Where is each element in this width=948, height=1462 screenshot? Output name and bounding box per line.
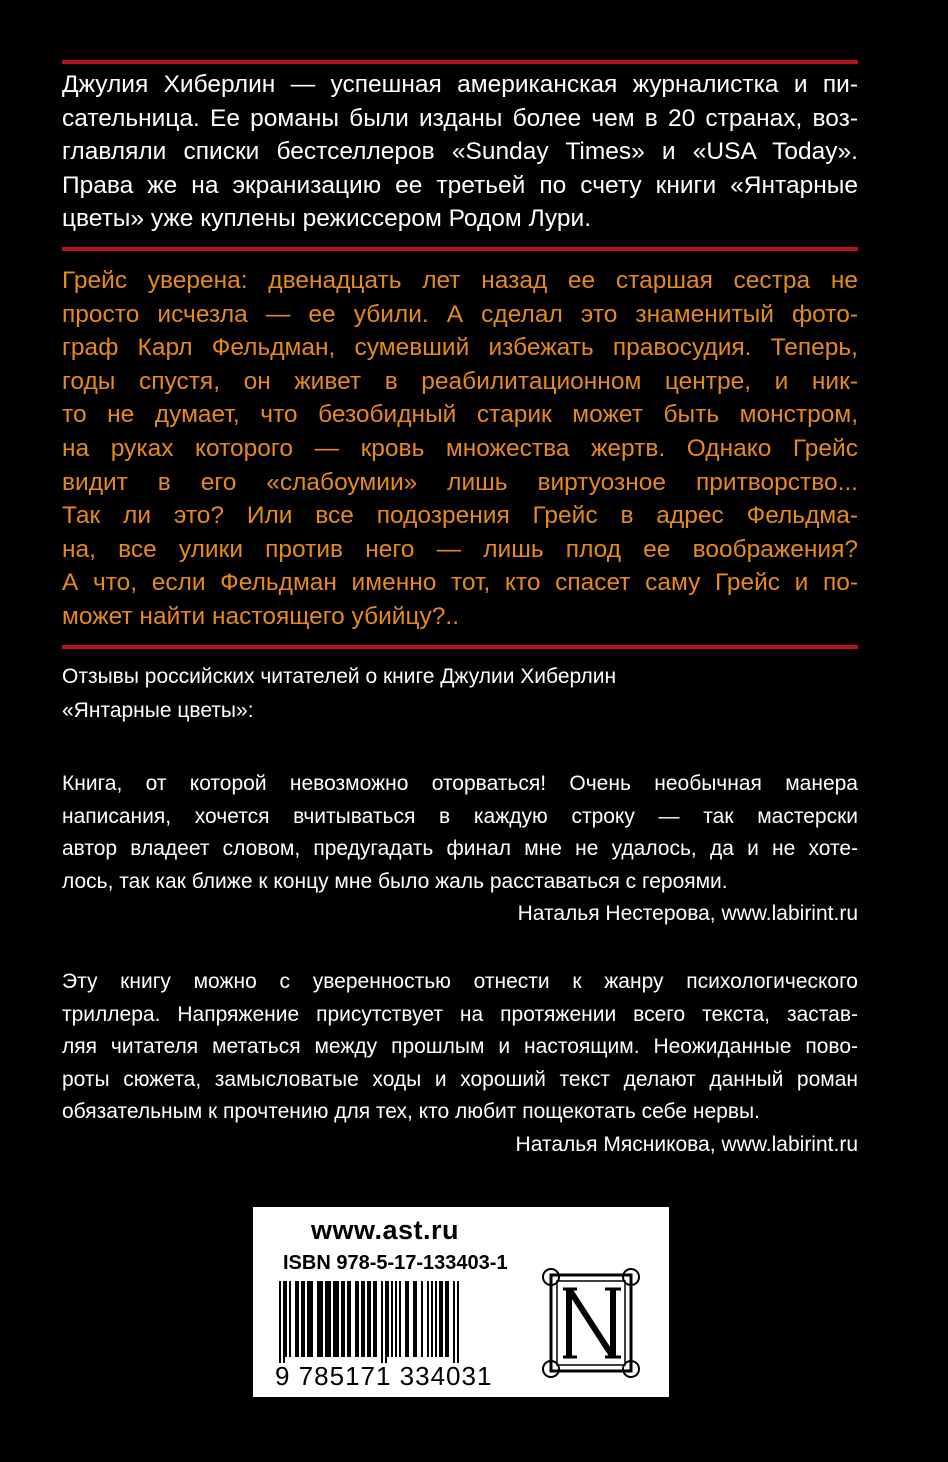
book-annotation [62, 264, 858, 634]
barcode-bar [301, 1281, 305, 1357]
annotation-line: просто исчезла — ее убили. А сделал это знаменитый фото- [62, 300, 858, 328]
reviews-intro [62, 660, 858, 728]
barcode-bar [361, 1281, 365, 1357]
author-bio [62, 68, 858, 236]
barcode-bar [347, 1281, 351, 1357]
barcode-bar [317, 1281, 323, 1357]
review-line: Эту книгу можно с уверенностью отнести к жанру психологического [62, 970, 858, 993]
annotation-line: на руках которого — кровь множества жертв. Однако Грейс [62, 434, 858, 462]
barcode-bar [395, 1281, 397, 1357]
barcode-bar [381, 1281, 383, 1363]
annotation-line: Грейс уверена: двенадцать лет назад ее старшая сестра не [62, 267, 858, 294]
annotation-line: может найти настоящего убийцу?.. [62, 602, 460, 630]
review-line: триллера. Напряжение присутствует на протяжении всего текста, застав- [62, 1002, 858, 1026]
review-line: роты сюжета, замысловатые ходы и хороший текст делают данный роман [62, 1067, 858, 1091]
top-rule [62, 60, 858, 64]
barcode-bar [307, 1281, 313, 1357]
review-line: обязательным к прочтению для тех, кто любит пощекотать себе нервы. [62, 1100, 760, 1123]
barcode-bar [285, 1281, 287, 1357]
annotation-line: Так ли это? Или все подозрения Грейс в адрес Фельдма- [62, 502, 858, 530]
bio-divider [62, 247, 858, 251]
review-author: Наталья Нестерова, www.labirint.ru [517, 902, 858, 925]
barcode-bar [385, 1281, 387, 1363]
barcode-bar [399, 1281, 401, 1357]
barcode-bar [373, 1281, 377, 1357]
reviews-intro-line: «Янтарные цветы»: [62, 699, 254, 722]
review-line: ляя читателя метаться между прошлым и настоящим. Неожиданные пово- [62, 1035, 858, 1058]
review [62, 768, 858, 931]
barcode-bar [391, 1281, 393, 1357]
barcode-bar [405, 1281, 409, 1357]
barcode-bar [453, 1281, 455, 1363]
barcode-bar [355, 1281, 359, 1357]
bio-line: главляли списки бестселлеров «Sunday Times» и «USA Today». [62, 138, 858, 166]
review-line: автор владеет словом, предугадать финал мне не удалось, да и не хоте- [62, 837, 858, 860]
barcode-bar [457, 1281, 459, 1363]
barcode-bar [387, 1281, 389, 1357]
annotation-line: граф Карл Фельдман, сумевший избежать правосудия. Теперь, [62, 334, 858, 362]
isbn-block [253, 1207, 669, 1397]
annotation-line: то не думает, что безобидный старик может быть монстром, [62, 401, 858, 429]
bio-line: Права же на экранизацию ее третьей по счету книги «Янтарные [62, 171, 858, 199]
annotation-line: на, все улики против него — лишь плод ее воображения? [62, 535, 858, 563]
barcode-digits: 9 785171 334031 [275, 1361, 493, 1391]
annotation-line: А что, если Фельдман именно тот, кто спасет саму Грейс и по- [62, 569, 858, 597]
barcode-bar [283, 1281, 285, 1363]
bio-line: сательница. Ее романы были изданы более чем в 20 странах, воз- [62, 104, 858, 132]
bio-line: цветы» уже куплены режиссером Родом Лури. [62, 205, 592, 233]
barcode-bar [289, 1281, 291, 1357]
barcode-bar [439, 1281, 443, 1357]
barcode-bar [445, 1281, 449, 1357]
barcode-bar [413, 1281, 417, 1357]
isbn-number: ISBN 978-5-17-133403-1 [283, 1252, 508, 1274]
barcode-bar [279, 1281, 281, 1363]
barcode-bar [333, 1281, 339, 1357]
annotation-line: видит в его «слабоумии» лишь виртуозное притворство... [62, 468, 858, 496]
publisher-n-logo-icon [535, 1267, 647, 1379]
review-line: написания, хочется вчитываться в каждую строку — так мастерски [62, 804, 858, 828]
review-author: Наталья Мясникова, www.labirint.ru [515, 1132, 858, 1156]
barcode-bar [367, 1281, 371, 1357]
bio-line: Джулия Хиберлин — успешная американская журналистка и пи- [62, 71, 858, 98]
barcode [273, 1281, 513, 1363]
barcode-bar [427, 1281, 429, 1357]
annotation-divider [62, 645, 858, 649]
barcode-bar [295, 1281, 299, 1357]
publisher-website: www.ast.ru [310, 1215, 460, 1245]
review-line: лось, так как ближе к концу мне было жаль расставаться с героями. [62, 869, 728, 893]
barcode-bar [435, 1281, 437, 1357]
barcode-bar [431, 1281, 433, 1357]
barcode-bar [325, 1281, 331, 1357]
annotation-line: годы спустя, он живет в реабилитационном центре, и ник- [62, 367, 858, 395]
review-line: Книга, от которой невозможно оторваться! Очень необычная манера [62, 772, 858, 795]
barcode-bar [341, 1281, 345, 1357]
review [62, 966, 858, 1161]
barcode-bar [421, 1281, 423, 1357]
reviews-intro-line: Отзывы российских читателей о книге Джулии Хиберлин [62, 665, 617, 688]
